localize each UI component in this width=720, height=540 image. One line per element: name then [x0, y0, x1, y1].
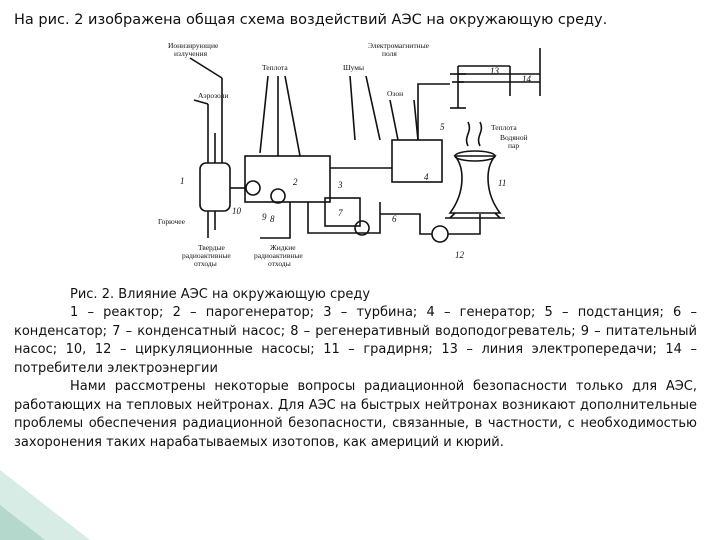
num-13: 13 [490, 66, 499, 76]
emission-arrows [190, 58, 418, 156]
label-em-field-1: Электромагнитные [368, 41, 429, 50]
npp-impact-diagram [150, 38, 550, 278]
label-ozone: Озон [387, 89, 404, 98]
label-solid-waste-2: радиоактивные [182, 251, 231, 260]
num-11: 11 [498, 178, 507, 188]
num-8: 8 [270, 214, 275, 224]
label-heat-top: Теплота [262, 63, 288, 72]
figure-caption: Рис. 2. Влияние АЭС на окружающую среду [70, 287, 371, 302]
label-noise: Шумы [343, 63, 365, 72]
num-6: 6 [392, 214, 397, 224]
corner-decoration [0, 450, 120, 540]
turbine-block [230, 140, 442, 238]
reactor [200, 78, 230, 238]
label-liquid-waste-3: отходы [268, 259, 291, 268]
pump-10 [246, 181, 260, 195]
label-heat-right: Теплота [491, 123, 517, 132]
num-9: 9 [262, 212, 267, 222]
pump-12 [432, 226, 448, 242]
num-10: 10 [232, 206, 241, 216]
power-line [418, 48, 540, 140]
num-12: 12 [455, 250, 464, 260]
num-1: 1 [180, 176, 185, 186]
label-steam-2: пар [508, 141, 520, 150]
cooling-return [448, 214, 480, 234]
label-aerosols: Аэрозоли [198, 91, 229, 100]
num-2: 2 [293, 177, 298, 187]
label-steam-1: Водяной [500, 133, 528, 142]
num-4: 4 [424, 172, 429, 182]
label-ionizing-2: излучения [174, 49, 208, 58]
body-text [14, 304, 697, 452]
label-solid-waste-3: отходы [194, 259, 217, 268]
num-14: 14 [522, 74, 531, 84]
label-fuel: Горючее [158, 217, 185, 226]
label-liquid-waste-2: радиоактивные [254, 251, 303, 260]
legend-paragraph: 1 – реактор; 2 – парогенератор; 3 – турбина; 4 – генератор; 5 – подстанция; 6 – конденсатор; 7 – конденсатный насос; 8 – регенеративный водоподогреватель; 9 – питательный насос; 10, 12 – циркуляционные насосы; 11 – градирня; 13 – линия электропередачи; 14 – потребители электроэнергии [14, 305, 697, 376]
label-ionizing-1: Ионизирующие [168, 41, 219, 50]
num-5: 5 [440, 122, 445, 132]
num-3: 3 [338, 180, 343, 190]
pump-9 [271, 189, 285, 203]
label-liquid-waste-1: Жидкие [270, 243, 296, 252]
page-title: На рис. 2 изображена общая схема воздействий АЭС на окружающую среду. [14, 12, 608, 28]
label-solid-waste-1: Твердые [198, 243, 225, 252]
main-paragraph: Нами рассмотрены некоторые вопросы радиационной безопасности только для АЭС, работающих на тепловых нейтронах. Для АЭС на быстрых нейтронах возникают дополнительные проблемы обеспечения радиационной безопасности, связанные, в частности, с необходимостью захоронения таких нарабатываемых изотопов, как америций и кюрий. [14, 379, 697, 450]
num-7: 7 [338, 208, 343, 218]
cooling-tower [445, 122, 505, 218]
cooling-pipe [380, 214, 432, 234]
label-em-field-2: поля [382, 49, 397, 58]
